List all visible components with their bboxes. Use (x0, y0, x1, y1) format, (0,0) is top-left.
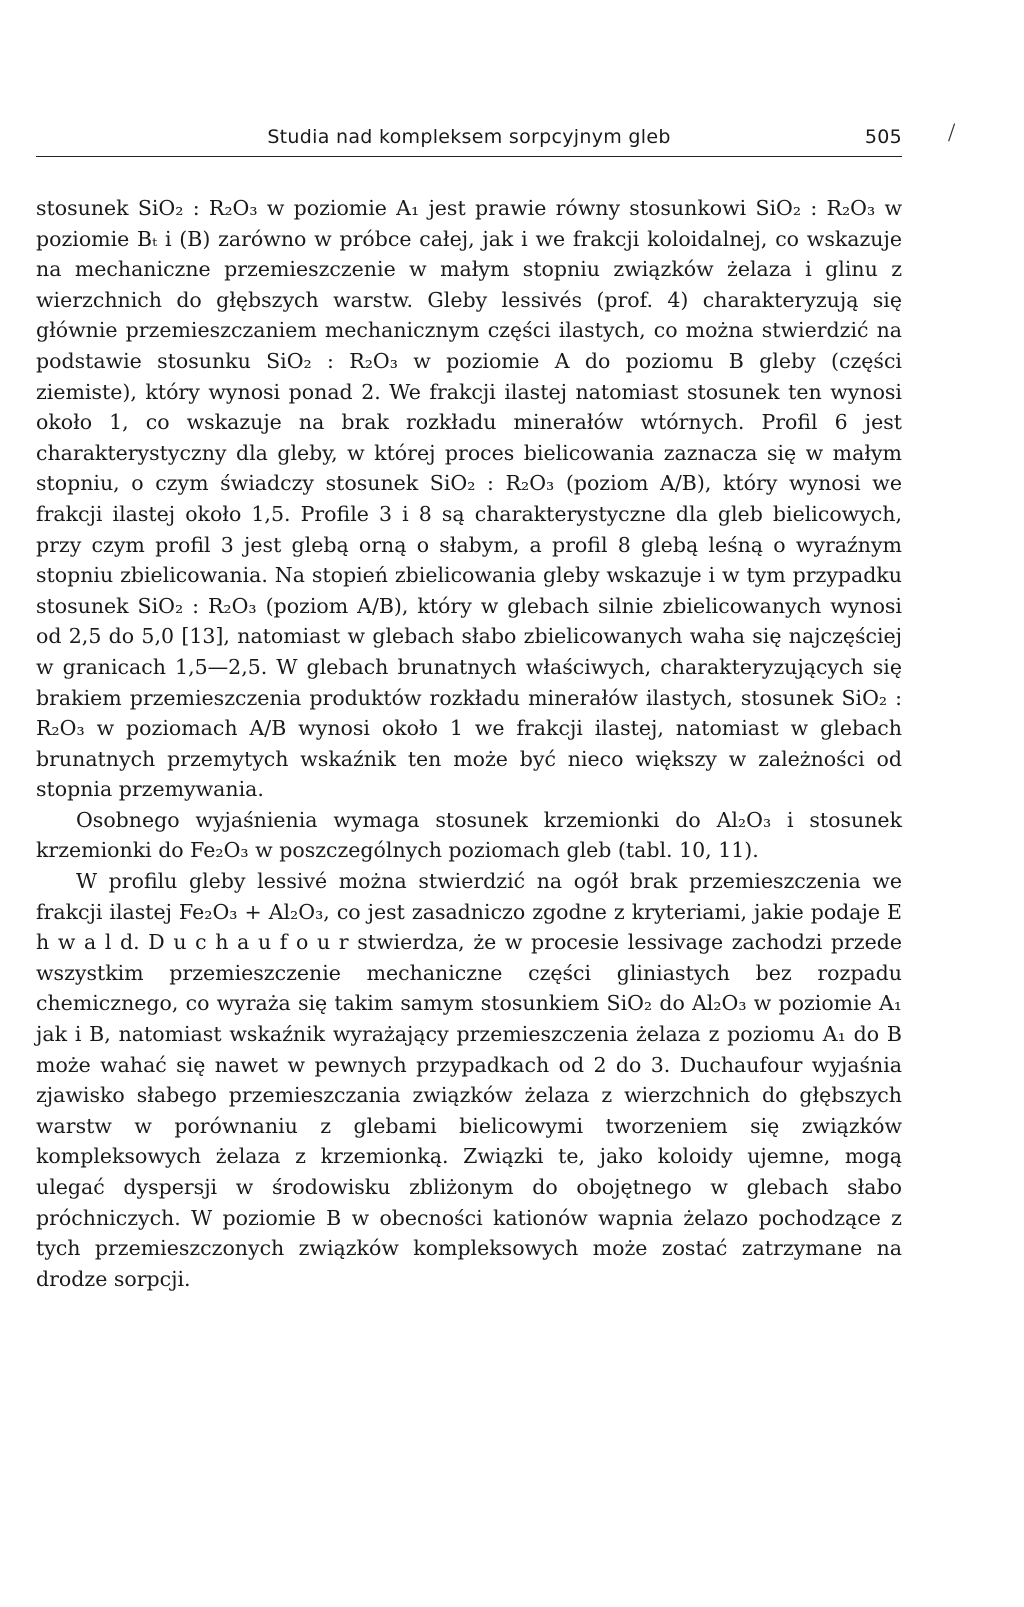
paragraph-1: stosunek SiO₂ : R₂O₃ w poziomie A₁ jest prawie równy stosunkowi SiO₂ : R₂O₃ w poziomie Bₜ i (B) zarówno w próbce całej, jak i we frakcji koloidalnej, co wskazuje na mechaniczne przemieszczenie w małym stopniu związków żelaza i glinu z wierzchnich do głębszych warstw. Gleby lessivés (prof. 4) charakteryzują się głównie przemieszczaniem mechanicznym części ilastych, co można stwierdzić na podstawie stosunku SiO₂ : R₂O₃ w poziomie A do poziomu B gleby (części ziemiste), który wynosi ponad 2. We frakcji ilastej natomiast stosunek ten wynosi około 1, co wskazuje na brak rozkładu minerałów wtórnych. Profil 6 jest charakterystyczny dla gleby, w której proces bielicowania zaznacza się w małym stopniu, o czym świadczy stosunek SiO₂ : R₂O₃ (poziom A/B), który wynosi we frakcji ilastej około 1,5. Profile 3 i 8 są charakterystyczne dla gleb bielicowych, przy czym profil 3 jest glebą orną o słabym, a profil 8 glebą leśną o wyraźnym stopniu zbielicowania. Na stopień zbielicowania gleby wskazuje i w tym przypadku stosunek SiO₂ : R₂O₃ (poziom A/B), który w glebach silnie zbielicowanych wynosi od 2,5 do 5,0 [13], natomiast w glebach słabo zbielicowanych waha się najczęściej w granicach 1,5—2,5. W glebach brunatnych właściwych, charakteryzujących się brakiem przemieszczenia produktów rozkładu minerałów ilastych, stosunek SiO₂ : R₂O₃ w poziomach A/B wynosi około 1 we frakcji ilastej, natomiast w glebach brunatnych przemytych wskaźnik ten może być nieco większy w zależności od stopnia przemywania. (36, 196, 902, 802)
page-number: 505 (864, 126, 902, 148)
running-header (36, 120, 902, 157)
paragraph-3: W profilu gleby lessivé można stwierdzić na ogół brak przemieszczenia we frakcji ilastej Fe₂O₃ + Al₂O₃, co jest zasadniczo zgodne z kryteriami, jakie podaje E h w a l d. D u c h a u f o u r stwierdza, że w procesie lessivage zachodzi przede wszystkim przemieszczenie mechaniczne części gliniastych bez rozpadu chemicznego, co wyraża się takim samym stosunkiem SiO₂ do Al₂O₃ w poziomie A₁ jak i B, natomiast wskaźnik wyrażający przemieszczenia żelaza z poziomu A₁ do B może wahać się nawet w pewnych przypadkach od 2 do 3. Duchaufour wyjaśnia zjawisko słabego przemieszczania związków żelaza z wierzchnich do głębszych warstw w porównaniu z glebami bielicowymi tworzeniem się związków kompleksowych żelaza z krzemionką. Związki te, jako koloidy ujemne, mogą ulegać dyspersji w środowisku zbliżonym do obojętnego w glebach słabo próchniczych. W poziomie B w obecności kationów wapnia żelazo pochodzące z tych przemieszczonych związków kompleksowych może zostać zatrzymane na drodze sorpcji. (36, 869, 902, 1291)
page (36, 120, 902, 1294)
body-text (36, 193, 902, 1294)
paragraph-2: Osobnego wyjaśnienia wymaga stosunek krzemionki do Al₂O₃ i stosunek krzemionki do Fe₂O₃ w poszczególnych poziomach gleb (tabl. 10, 11). (36, 807, 902, 863)
running-title: Studia nad kompleksem sorpcyjnym gleb (267, 126, 671, 148)
margin-mark: / (948, 118, 956, 147)
